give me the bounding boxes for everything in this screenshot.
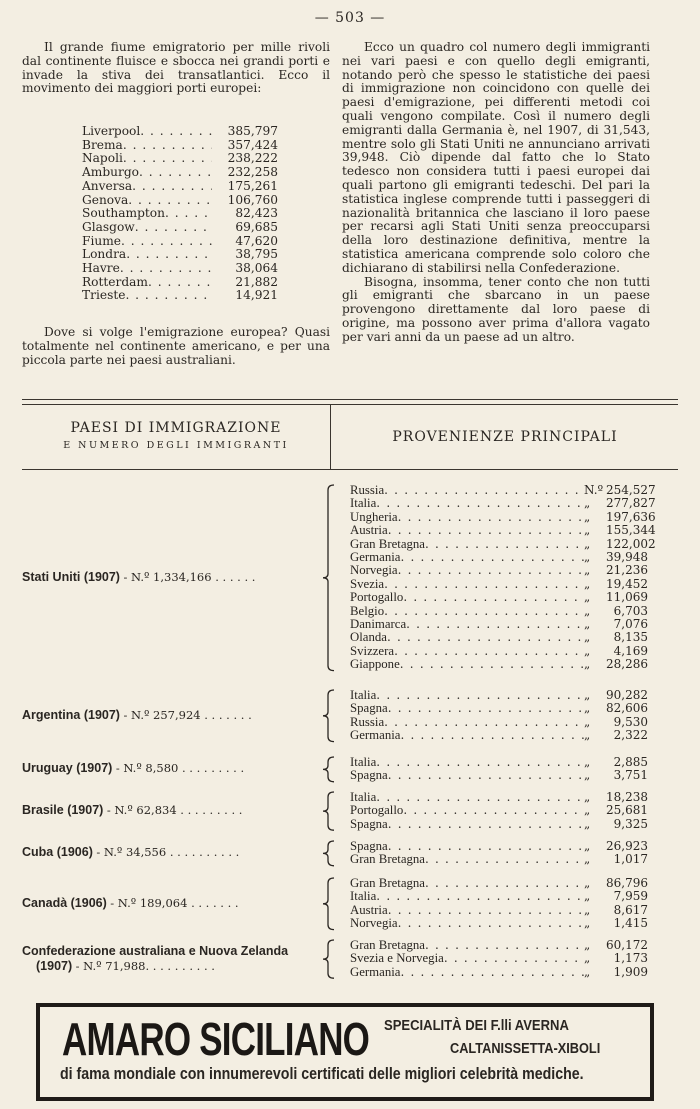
origin-value: 7,076 [613, 617, 648, 632]
country-label [22, 803, 332, 818]
origin-place: Gran Bretagna [350, 876, 425, 890]
origin-row [350, 769, 648, 782]
origin-place: Italia [350, 688, 377, 702]
leader-dots [384, 605, 584, 618]
country-label [22, 845, 332, 860]
port-row [82, 248, 278, 262]
country-name: Cuba [22, 845, 54, 860]
country-name: Brasile [22, 803, 64, 818]
port-name: Fiume [82, 233, 121, 248]
port-name: Genova [82, 192, 129, 207]
page-number: — 503 — [314, 10, 386, 26]
port-name: Havre [82, 261, 120, 276]
country-total: - N.º 34,556 . . . . . . . . . . [96, 845, 240, 860]
origin-row [350, 618, 648, 631]
origin-row [350, 840, 648, 853]
intro-right-paragraph-2: Bisogna, insomma, tener conto che non tutti gli emigranti che sbarcano in un paese provengono direttamente dal loro paese di origine, ma possono aver prima d'allora vagato per vari anni da un paese ad un altro. [342, 274, 650, 344]
origin-place: Norvegia [350, 563, 398, 578]
header-origins: PROVENIENZE PRINCIPALI [392, 429, 618, 445]
origin-value: 197,636 [606, 509, 656, 524]
port-name: Rotterdam [82, 274, 148, 289]
origin-prefix: „ [584, 496, 591, 511]
origin-row [350, 804, 648, 817]
origin-place: Gran Bretagna [350, 938, 425, 952]
origin-prefix: „ [584, 536, 591, 551]
port-value: 38,795 [235, 247, 278, 262]
origin-place: Russia [350, 483, 385, 497]
leader-dots [121, 235, 212, 249]
country-name: Uruguay [22, 761, 73, 776]
leader-dots [444, 952, 584, 965]
origin-place: Spagna [350, 701, 388, 716]
origin-place: Austria [350, 523, 388, 538]
origin-prefix: „ [584, 509, 591, 524]
country-name: Confederazione australiana e Nuova Zelanda [22, 944, 289, 959]
origin-row [350, 509, 656, 524]
origin-value: 82,606 [606, 701, 648, 716]
country-label [22, 896, 332, 911]
origin-value: 26,923 [606, 839, 648, 853]
origin-prefix: „ [584, 902, 591, 917]
country-year: (1906) [70, 895, 107, 910]
leader-dots [120, 262, 212, 276]
origins-list [350, 877, 648, 931]
ad-brand: AMARO SICILIANO [62, 1013, 370, 1065]
origin-prefix: „ [584, 523, 591, 538]
leader-dots [425, 939, 584, 952]
origin-place: Italia [350, 790, 377, 804]
country-year: (1907) [67, 803, 104, 818]
origin-place: Svizzera [350, 643, 395, 658]
origin-value: 7,959 [613, 889, 648, 904]
port-value: 69,685 [235, 219, 278, 234]
origin-prefix: „ [584, 563, 591, 578]
origin-prefix: „ [584, 701, 591, 716]
origin-prefix: „ [584, 643, 591, 658]
country-year: (1907) [83, 569, 120, 584]
origin-row [350, 523, 656, 538]
ad-top-bar [36, 1003, 654, 1007]
port-name: Southampton [82, 206, 165, 221]
leader-dots [139, 166, 212, 180]
origin-value: 19,452 [606, 576, 648, 591]
intro-left-paragraph: Il grande fiume emigratorio per mille rivoli dal continente fluisce e sbocca nei grandi porti e invade la stiva dei transatlantici. Ecco il movimento dei maggiori porti europei: [22, 40, 330, 96]
origin-place: Portogallo [350, 803, 404, 818]
origin-row [350, 689, 648, 702]
ad-bottom-bar [36, 1097, 654, 1101]
port-row [82, 262, 278, 276]
origin-value: 25,681 [606, 803, 648, 818]
origin-value: 3,751 [613, 768, 648, 783]
country-total: - N.º 62,834 . . . . . . . . . [106, 803, 243, 818]
country-label [22, 944, 322, 974]
port-value: 47,620 [235, 233, 278, 248]
table-top-rule [22, 399, 678, 400]
origin-prefix: „ [584, 816, 591, 831]
origin-row [350, 551, 648, 564]
leader-dots [425, 877, 584, 890]
leader-dots [425, 853, 584, 866]
port-row [82, 194, 278, 208]
intro-right-text [342, 41, 650, 345]
port-row [82, 221, 278, 235]
leader-dots [376, 890, 584, 903]
origin-place: Svezia [350, 576, 385, 591]
origin-prefix: „ [584, 603, 591, 618]
leader-dots [398, 917, 584, 930]
origin-place: Germania [350, 728, 401, 743]
leader-dots [126, 248, 212, 262]
origin-place: Russia [350, 714, 385, 729]
leader-dots [400, 658, 584, 671]
origin-row [350, 729, 648, 742]
origin-value: 21,236 [606, 563, 648, 578]
origin-place: Spagna [350, 768, 388, 783]
header-countries: PAESI DI IMMIGRAZIONE [70, 420, 282, 436]
country-year: (1907) [76, 761, 113, 776]
leader-dots [398, 564, 584, 577]
origin-prefix: „ [584, 951, 591, 966]
port-row [82, 235, 278, 249]
origin-row [350, 483, 656, 497]
table-header-left [22, 420, 330, 451]
port-row [82, 166, 278, 180]
leader-dots [384, 484, 584, 497]
origin-prefix: „ [584, 688, 591, 702]
origin-value: 254,527 [606, 483, 656, 497]
country-year: (1907) [83, 707, 120, 722]
port-row [82, 289, 278, 303]
leader-dots [123, 152, 212, 166]
origin-row [350, 966, 648, 979]
origin-prefix: „ [584, 803, 591, 818]
origin-place: Italia [350, 496, 377, 511]
table-top-rule-2 [22, 404, 678, 405]
origin-row [350, 890, 648, 903]
country-year: (1906) [56, 845, 93, 860]
origin-prefix: „ [584, 876, 591, 890]
port-name: Trieste [82, 288, 126, 303]
port-name: Londra [82, 247, 127, 262]
origin-place: Italia [350, 755, 377, 769]
port-value: 238,222 [227, 151, 278, 166]
origin-value: 86,796 [606, 876, 648, 890]
origin-place: Germania [350, 550, 401, 565]
header-countries-sub: E NUMERO DEGLI IMMIGRANTI [63, 440, 289, 451]
origin-row [350, 917, 648, 930]
origin-row [350, 645, 648, 658]
intro-left-paragraph-2: Dove si volge l'emigrazione europea? Quasi totalmente nel continente americano, e per una piccola parte nei paesi australiani. [22, 325, 330, 367]
origin-row [350, 877, 648, 890]
port-value: 357,424 [227, 137, 278, 152]
origin-prefix: „ [584, 617, 591, 632]
origin-row [350, 605, 648, 618]
port-name: Anversa [82, 178, 133, 193]
leader-dots [376, 689, 584, 702]
ad-specialty: SPECIALITÀ DEI F.lli AVERNA [384, 1018, 569, 1034]
origin-row [350, 564, 648, 577]
origin-prefix: „ [584, 852, 591, 867]
leader-dots [425, 538, 584, 551]
origin-value: 1,415 [613, 916, 648, 931]
country-label [22, 761, 332, 776]
leader-dots [406, 618, 584, 631]
port-name: Glasgow [82, 219, 135, 234]
origin-place: Belgio [350, 603, 385, 618]
leader-dots [388, 524, 584, 537]
origin-place: Giappone [350, 657, 400, 672]
port-row [82, 180, 278, 194]
leader-dots [398, 511, 584, 524]
origin-row [350, 536, 656, 551]
country-label [22, 708, 332, 723]
origin-value: 1,173 [613, 951, 648, 966]
port-row [82, 207, 278, 221]
origin-place: Svezia e Norvegia [350, 951, 444, 966]
country-label [22, 570, 332, 585]
origin-value: 277,827 [606, 496, 656, 511]
origin-value: 39,948 [606, 550, 648, 565]
origin-value: 28,286 [606, 657, 648, 672]
origin-row [350, 791, 648, 804]
origin-place: Danimarca [350, 617, 407, 632]
ad-left-bar [36, 1003, 40, 1101]
origin-value: 1,909 [613, 964, 648, 979]
origin-prefix: „ [584, 576, 591, 591]
origin-value: 60,172 [606, 938, 648, 952]
origin-prefix: „ [584, 889, 591, 904]
origin-prefix: „ [584, 916, 591, 931]
leader-dots [400, 966, 584, 979]
origin-row [350, 658, 648, 671]
origin-prefix: „ [584, 728, 591, 743]
origin-prefix: „ [584, 938, 591, 952]
table-header-divider [330, 405, 331, 469]
origin-value: 90,282 [606, 688, 648, 702]
port-name: Liverpool [82, 124, 141, 138]
origin-place: Portogallo [350, 590, 404, 605]
origin-value: 122,002 [606, 536, 656, 551]
ports-list [82, 125, 278, 303]
origin-prefix: „ [584, 550, 591, 565]
leader-dots [123, 139, 212, 153]
ad-right-bar [650, 1003, 654, 1101]
origin-value: 2,322 [613, 728, 648, 743]
port-name: Napoli [82, 151, 123, 166]
origin-value: 9,530 [613, 714, 648, 729]
origin-place: Italia [350, 889, 377, 904]
leader-dots [376, 497, 584, 510]
origin-value: 8,135 [613, 630, 648, 645]
origins-list [350, 840, 648, 867]
origin-value: 2,885 [613, 755, 648, 769]
leader-dots [384, 578, 584, 591]
port-row [82, 125, 278, 139]
origin-place: Spagna [350, 816, 388, 831]
origin-value: 155,344 [606, 523, 656, 538]
leader-dots [388, 818, 584, 831]
origin-place: Ungheria [350, 509, 398, 524]
origin-value: 11,069 [606, 590, 648, 605]
leader-dots [165, 207, 212, 221]
origin-value: 4,169 [613, 643, 648, 658]
ad-fame: di fama mondiale con innumerevoli certificati delle migliori celebrità mediche. [60, 1065, 584, 1083]
origin-place: Spagna [350, 839, 388, 853]
origin-value: 9,325 [613, 816, 648, 831]
origin-place: Austria [350, 902, 388, 917]
origin-row [350, 496, 656, 511]
origin-value: 18,238 [606, 790, 648, 804]
origin-place: Germania [350, 964, 401, 979]
port-value: 21,882 [235, 274, 278, 289]
origin-row [350, 591, 648, 604]
origin-prefix: N.º [584, 483, 604, 497]
origin-prefix: „ [584, 630, 591, 645]
origin-row [350, 818, 648, 831]
origins-list [350, 756, 648, 783]
origins-list [350, 939, 648, 979]
origin-prefix: „ [584, 839, 591, 853]
origin-place: Olanda [350, 630, 387, 645]
port-value: 232,258 [227, 165, 278, 180]
country-total: - N.º 8,580 . . . . . . . . . [115, 761, 245, 776]
origin-row [350, 939, 648, 952]
brace-icon [322, 939, 338, 979]
origin-row [350, 716, 648, 729]
intro-right-paragraph-1: Ecco un quadro col numero degli immigranti nei vari paesi e con quello degli emigranti, notando però che spesso le statistiche dei paesi di immigrazione non coincidono con quelle dei paesi d'emigrazione, pei differenti metodi coi quali vengono compilate. Così il numero degli emigranti dalla Germania è, nel 1907, di 31,543, mentre solo gli Stati Uniti ne annunciano arrivati 39,948. Ciò dipende dal fatto che lo Stato tedesco non considera tutti i paesi europei dai quali partono gli emigranti tedeschi. Del pari la statistica inglese comprende tutti i passeggeri di nazionalità britannica che lasciano il loro paese per recarsi agli Stati Uniti senza preoccuparsi della loro destinazione definitiva, mentre la statistica americana comprende solo coloro che dichiarano di stabilirsi nella Confederazione. [342, 40, 650, 275]
origin-value: 8,617 [613, 902, 648, 917]
origin-prefix: „ [584, 590, 591, 605]
origin-place: Gran Bretagna [350, 536, 425, 551]
port-value: 175,261 [227, 178, 278, 193]
leader-dots [132, 180, 212, 194]
leader-dots [403, 804, 584, 817]
leader-dots [388, 702, 584, 715]
leader-dots [400, 729, 584, 742]
origin-place: Norvegia [350, 916, 398, 931]
leader-dots [148, 276, 212, 290]
leader-dots [388, 904, 584, 917]
origin-place: Gran Bretagna [350, 852, 425, 867]
leader-dots [384, 716, 584, 729]
origins-list [350, 483, 656, 672]
port-value: 14,921 [235, 288, 278, 303]
origin-prefix: „ [584, 755, 591, 769]
leader-dots [128, 194, 212, 208]
origin-row [350, 952, 648, 965]
country-name: Argentina [22, 707, 81, 722]
leader-dots [135, 221, 212, 235]
leader-dots [125, 289, 212, 303]
leader-dots [400, 551, 584, 564]
origin-value: 6,703 [613, 603, 648, 618]
port-name: Brema [82, 137, 123, 152]
origin-row [350, 904, 648, 917]
origin-row [350, 578, 648, 591]
origin-prefix: „ [584, 657, 591, 672]
country-year: (1907) [36, 959, 73, 974]
origin-prefix: „ [584, 964, 591, 979]
origin-prefix: „ [584, 790, 591, 804]
origin-prefix: „ [584, 768, 591, 783]
leader-dots [376, 791, 584, 804]
port-value: 385,797 [227, 124, 278, 138]
origin-row [350, 756, 648, 769]
port-row [82, 276, 278, 290]
country-total: - N.º 1,334,166 . . . . . . [123, 569, 256, 584]
port-value: 38,064 [235, 261, 278, 276]
port-row [82, 139, 278, 153]
country-total: - N.º 257,924 . . . . . . . [123, 707, 252, 722]
leader-dots [403, 591, 584, 604]
ad-city: CALTANISSETTA-XIBOLI [450, 1041, 601, 1057]
table-header-rule [22, 469, 678, 470]
country-name: Stati Uniti [22, 569, 81, 584]
origin-row [350, 631, 648, 644]
country-total: - N.º 189,064 . . . . . . . [110, 895, 239, 910]
leader-dots [388, 840, 584, 853]
country-name: Canadà [22, 895, 68, 910]
leader-dots [388, 769, 584, 782]
port-row [82, 152, 278, 166]
origin-prefix: „ [584, 714, 591, 729]
port-value: 106,760 [227, 192, 278, 207]
port-name: Amburgo [82, 165, 139, 180]
origins-list [350, 791, 648, 831]
origins-list [350, 689, 648, 743]
leader-dots [394, 645, 584, 658]
origin-value: 1,017 [613, 852, 648, 867]
port-value: 82,423 [235, 206, 278, 221]
origin-row [350, 702, 648, 715]
origin-row [350, 853, 648, 866]
leader-dots [387, 631, 584, 644]
leader-dots [376, 756, 584, 769]
country-total: - N.º 71,988. . . . . . . . . . [75, 959, 215, 974]
leader-dots [140, 125, 212, 139]
